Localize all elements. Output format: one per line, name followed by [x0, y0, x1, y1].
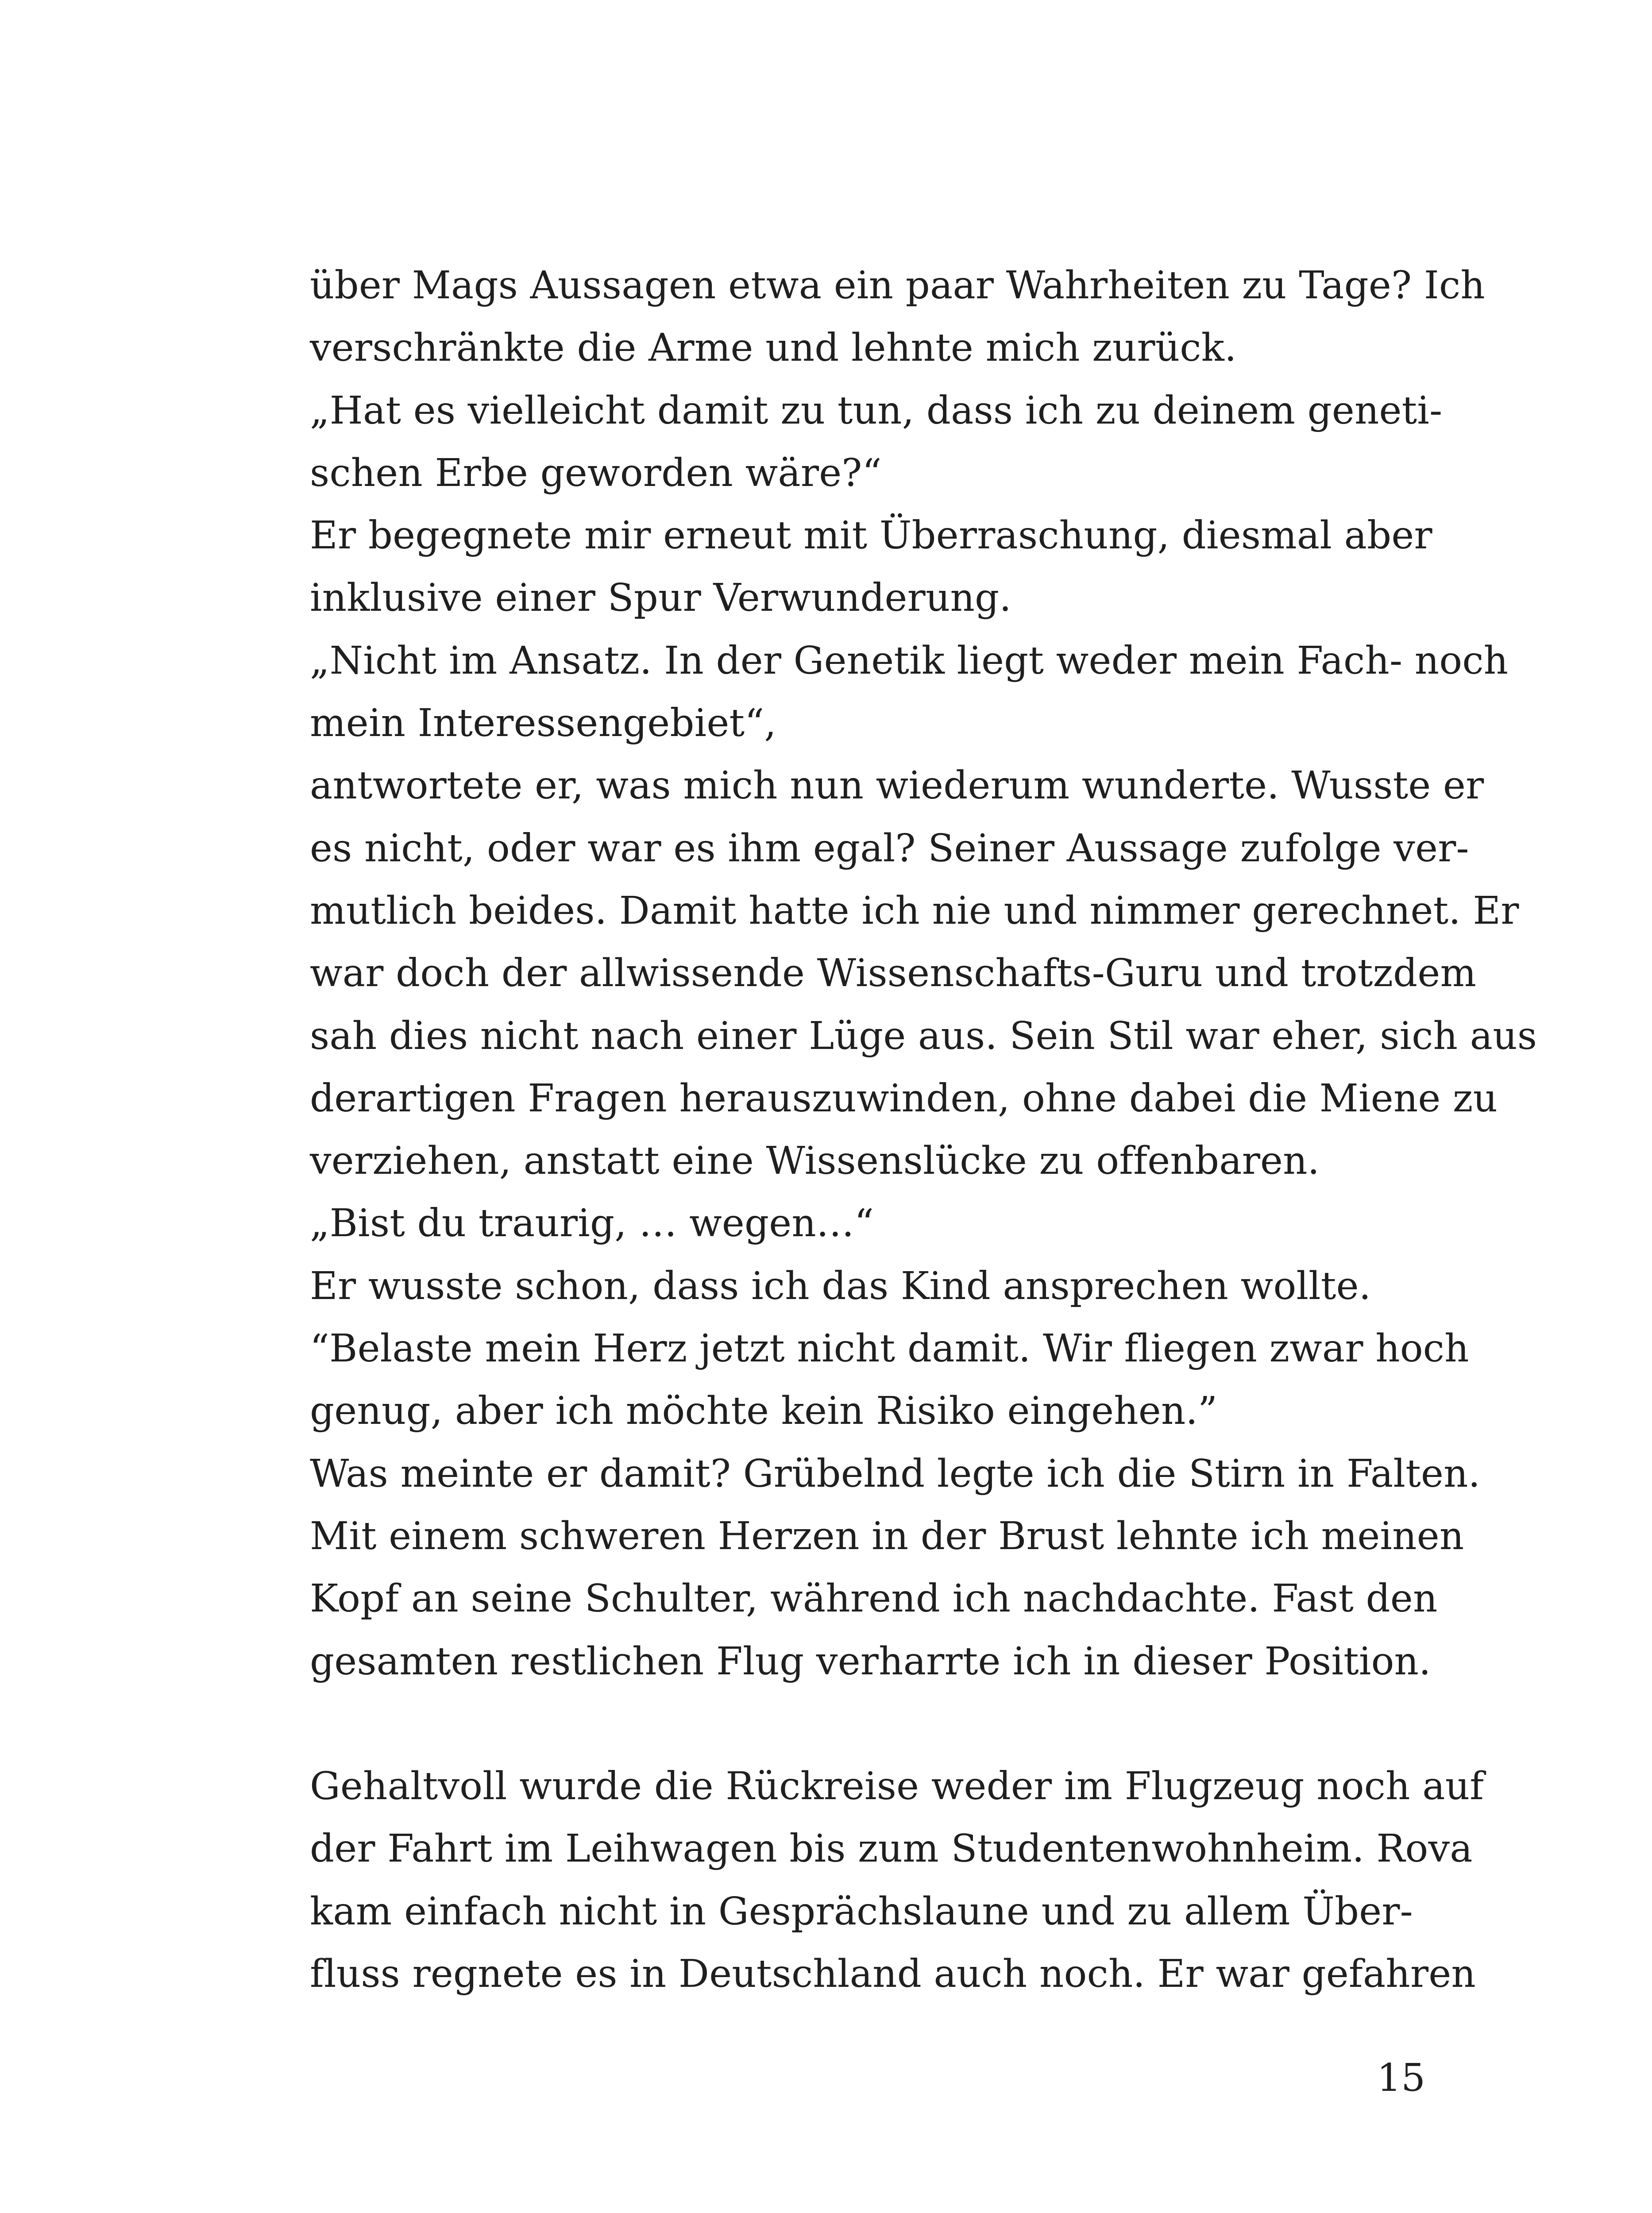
text-line: der Fahrt im Leihwagen bis zum Studentenwohnheim. Rova [310, 1827, 1473, 1871]
text-line: verschränkte die Arme und lehnte mich zurück. [310, 326, 1237, 370]
text-line: Er begegnete mir erneut mit Überraschung, diesmal aber [310, 513, 1432, 558]
text-line: „Bist du traurig, … wegen…“ [310, 1201, 874, 1246]
text-line: fluss regnete es in Deutschland auch noch. Er war gefahren [310, 1952, 1476, 1997]
text-line: inklusive einer Spur Verwunderung. [310, 576, 1011, 621]
body-text [310, 254, 1537, 2005]
text-line: Was meinte er damit? Grübelnd legte ich die Stirn in Falten. [310, 1451, 1481, 1496]
text-line: „Nicht im Ansatz. In der Genetik liegt weder mein Fach- noch [310, 638, 1509, 683]
text-line: Er wusste schon, dass ich das Kind ansprechen wollte. [310, 1264, 1371, 1308]
text-line: es nicht, oder war es ihm egal? Seiner Aussage zufolge ver- [310, 826, 1469, 871]
text-line: schen Erbe geworden wäre?“ [310, 451, 882, 495]
text-line: „Hat es vielleicht damit zu tun, dass ich zu deinem geneti- [310, 388, 1443, 433]
text-line: genug, aber ich möchte kein Risiko eingehen.” [310, 1389, 1218, 1434]
text-line: Gehaltvoll wurde die Rückreise weder im Flugzeug noch auf [310, 1764, 1484, 1809]
text-line: sah dies nicht nach einer Lüge aus. Sein Stil war eher, sich aus [310, 1014, 1537, 1058]
text-line: derartigen Fragen herauszuwinden, ohne dabei die Miene zu [310, 1076, 1498, 1121]
paragraph-gap [310, 1693, 1425, 1755]
text-line: verziehen, anstatt eine Wissenslücke zu offenbaren. [310, 1139, 1320, 1184]
text-line: Kopf an seine Schulter, während ich nachdachte. Fast den [310, 1577, 1438, 1621]
text-line: war doch der allwissende Wissenschafts-Guru und trotzdem [310, 951, 1477, 996]
text-line: Mit einem schweren Herzen in der Brust lehnte ich meinen [310, 1514, 1464, 1558]
text-line: mein Interessengebiet“, [310, 701, 776, 746]
text-line: antwortete er, was mich nun wiederum wunderte. Wusste er [310, 763, 1484, 808]
text-line: über Mags Aussagen etwa ein paar Wahrheiten zu Tage? Ich [310, 263, 1485, 308]
text-line: gesamten restlichen Flug verharrte ich in dieser Position. [310, 1639, 1431, 1684]
text-line: kam einfach nicht in Gesprächslaune und zu allem Über- [310, 1889, 1413, 1934]
text-line: “Belaste mein Herz jetzt nicht damit. Wir fliegen zwar hoch [310, 1326, 1469, 1371]
text-line: mutlich beides. Damit hatte ich nie und nimmer gerechnet. Er [310, 888, 1519, 933]
page-number: 15 [1377, 2056, 1425, 2100]
